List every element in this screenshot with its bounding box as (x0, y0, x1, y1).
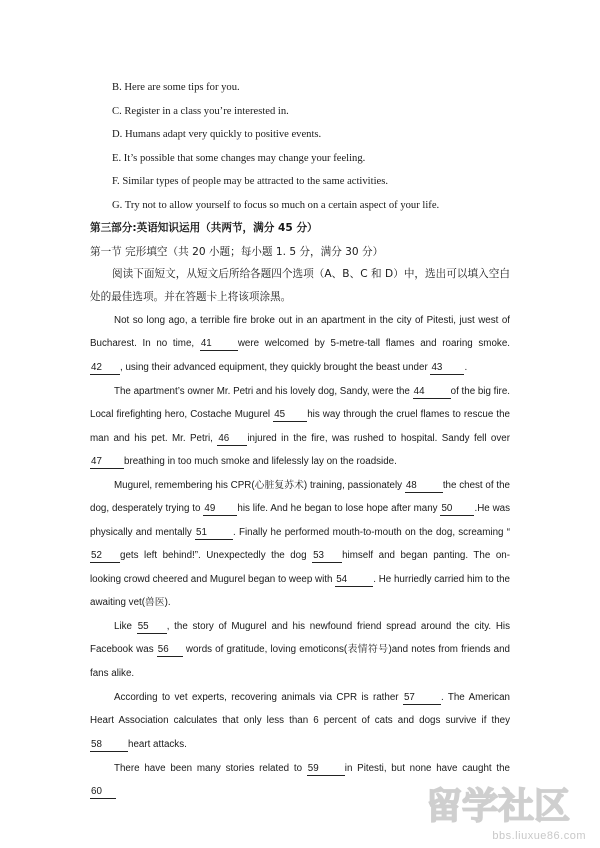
blank-56: 56 (157, 644, 183, 657)
part-title: 第三部分:英语知识运用（共两节，满分 45 分） (90, 222, 318, 234)
passage-text: words of gratitude, loving emoticons(表情符号)and notes from friends and fans alike. (90, 644, 510, 679)
watermark-logo-text: 留学社区 (426, 786, 571, 827)
passage-text: Not so long ago, a terrible fire broke out in an apartment in the city of Pitesti, just west of Bucharest. In no time, (90, 315, 510, 350)
blank-46: 46 (217, 433, 247, 446)
blank-51: 51 (195, 527, 233, 540)
passage-text: the chest of the dog, desperately trying to (90, 480, 510, 515)
option-g: G. Try not to allow yourself to focus so much on a certain aspect of your life. (112, 200, 440, 211)
option-c: C. Register in a class you’re interested in. (112, 106, 289, 117)
blank-42: 42 (90, 362, 120, 375)
passage-text: Like (114, 621, 132, 632)
blank-53: 53 (312, 550, 342, 563)
passage-text: were welcomed by 5-metre-tall flames and roaring smoke. (237, 338, 510, 350)
blank-55: 55 (137, 621, 167, 634)
blank-50: 50 (440, 503, 474, 516)
passage-text: breathing in too much smoke and lifelessly lay on the roadside. (124, 456, 397, 468)
passage-text: There have been many stories related to (114, 763, 303, 774)
blank-41: 41 (200, 338, 238, 351)
blank-60: 60 (90, 786, 116, 799)
blank-58: 58 (90, 739, 128, 752)
option-f: F. Similar types of people may be attracted to the same activities. (112, 176, 388, 187)
blank-54: 54 (335, 574, 373, 587)
passage-text: in Pitesti, but none have caught the (344, 763, 510, 774)
passage-text: . The American Heart Association calculates that only less than 6 percent of cats and dogs survive if they (90, 692, 510, 727)
passage-text: heart attacks. (128, 738, 187, 750)
passage-text: . Finally he performed mouth-to-mouth on the dog, screaming “ (233, 526, 510, 538)
option-d: D. Humans adapt very quickly to positive events. (112, 129, 322, 140)
passage-text: Mugurel, remembering his CPR(心脏复苏术) training, passionately (114, 480, 403, 491)
passage-text: his life. And he began to lose hope after many (237, 503, 438, 515)
passage-text: himself and began panting. The on-looking crowd cheered and Mugurel began to weep with (90, 550, 510, 585)
passage-paragraph-1 (90, 309, 510, 379)
passage-text: gets left behind!”. Unexpectedly the dog (120, 550, 307, 562)
passage-text: , the story of Mugurel and his newfound friend spread around the city. His Facebook was (90, 621, 510, 656)
blank-43: 43 (430, 362, 464, 375)
passage-paragraph-2 (90, 380, 510, 474)
passage-text: According to vet experts, recovering animals via CPR is rather (114, 692, 399, 703)
passage-paragraph-4 (90, 615, 510, 685)
passage-text: his way through the cruel flames to rescue the man and his pet. Mr. Petri, (90, 409, 510, 444)
passage-text: . He hurriedly carried him to the awaiting vet(兽医). (90, 573, 510, 609)
instructions: 阅读下面短文，从短文后所给各题四个选项（A、B、C 和 D）中，选出可以填入空白处的最佳选项。并在答题卡上将该项涂黑。 (90, 268, 510, 303)
passage-text: of the big fire. Local firefighting hero, Costache Mugurel (90, 386, 510, 421)
option-b: B. Here are some tips for you. (112, 82, 240, 93)
blank-49: 49 (203, 503, 237, 516)
blank-59: 59 (307, 763, 345, 776)
blank-52: 52 (90, 550, 120, 563)
blank-45: 45 (273, 409, 307, 422)
option-e: E. It’s possible that some changes may change your feeling. (112, 153, 366, 164)
blank-44: 44 (413, 386, 451, 399)
passage-text: , using their advanced equipment, they quickly brought the beast under (120, 361, 428, 373)
watermark-url: bbs.liuxue86.com (492, 830, 586, 842)
passage-paragraph-5 (90, 686, 510, 756)
section-title: 第一节 完形填空（共 20 小题；每小题 1. 5 分，满分 30 分） (90, 246, 384, 258)
passage-text: injured in the fire, was rushed to hospital. Sandy fell over (247, 432, 510, 444)
passage-text: The apartment’s owner Mr. Petri and his lovely dog, Sandy, were the (114, 386, 410, 397)
passage-text: .He was physically and mentally (90, 503, 511, 538)
passage-text: . (464, 361, 468, 373)
blank-57: 57 (403, 692, 441, 705)
blank-48: 48 (405, 480, 443, 493)
blank-47: 47 (90, 456, 124, 469)
passage-paragraph-3 (90, 474, 510, 614)
